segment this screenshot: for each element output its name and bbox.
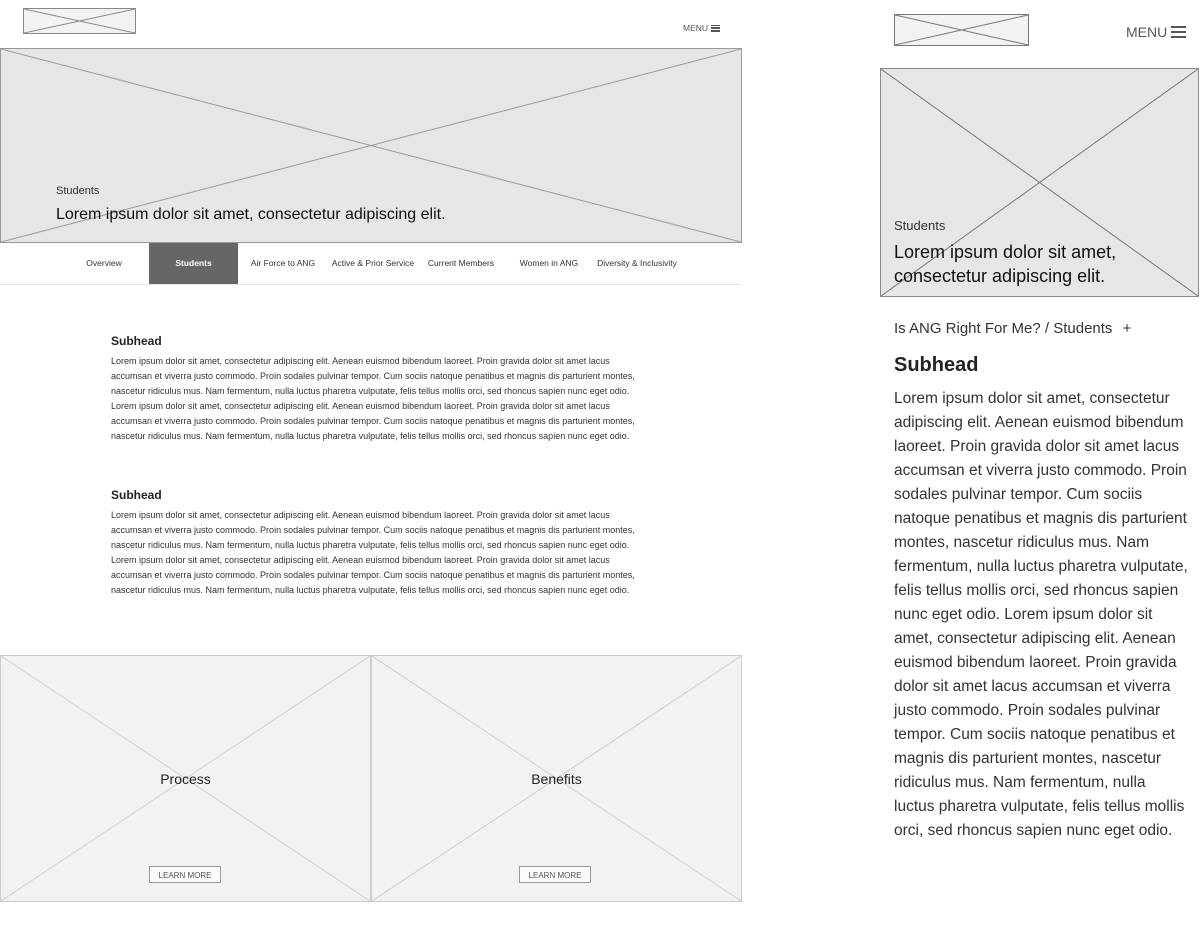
hero-title: Lorem ipsum dolor sit amet, consectetur adipiscing elit. [894,242,1117,286]
learn-more-button[interactable]: LEARN MORE [519,866,591,883]
card-title: Benefits [531,771,582,787]
nav-item-current-members[interactable]: Current Members [427,258,495,268]
menu-button[interactable] [683,23,720,33]
nav-item-students[interactable]: Students [149,243,238,284]
hamburger-icon [1171,26,1186,38]
mobile-logo-placeholder[interactable] [894,14,1029,46]
nav-item-active-prior-service[interactable]: Active & Prior Service [331,258,415,268]
mobile-hero-image-placeholder [880,68,1199,297]
hamburger-icon [711,25,720,32]
mobile-breadcrumb[interactable] [894,320,1131,337]
learn-more-button[interactable]: LEARN MORE [149,866,221,883]
mobile-body: Lorem ipsum dolor sit amet, consectetur adipiscing elit. Aenean euismod bibendum laoreet. Proin gravida dolor sit amet lacus accumsan et viverra justo commodo. Proin sodales pulvinar tempor. Cum sociis natoque penatibus et magnis dis parturient montes, nascetur ridiculus mus. Nam fermentum, nulla luctus pharetra vulputate, felis tellus mollis orci, sed rhoncus sapien nunc eget odio. Lorem ipsum dolor sit amet, consectetur adipiscing elit. Aenean euismod bibendum laoreet. Proin gravida dolor sit amet lacus accumsan et viverra justo commodo. Proin sodales pulvinar tempor. Cum sociis natoque penatibus et magnis dis parturient montes, nascetur ridiculus mus. Nam fermentum, nulla luctus pharetra vulputate, felis tellus mollis orci, sed rhoncus sapien nunc eget odio. [894,390,1188,839]
section-body: Lorem ipsum dolor sit amet, consectetur adipiscing elit. Aenean euismod bibendum laoreet. Proin gravida dolor sit amet lacus accumsan et viverra justo commodo. Proin sodales pulvinar tempor. Cum sociis natoque penatibus et magnis dis parturient montes, nascetur ridiculus mus. Nam fermentum, nulla luctus pharetra vulputate, felis tellus mollis orci, sed rhoncus sapien nunc eget odio. Lorem ipsum dolor sit amet, consectetur adipiscing elit. Aenean euismod bibendum laoreet. Proin gravida dolor sit amet lacus accumsan et viverra justo commodo. Proin sodales pulvinar tempor. Cum sociis natoque penatibus et magnis dis parturient montes, nascetur ridiculus mus. Nam fermentum, nulla luctus pharetra vulputate, felis tellus mollis orci, sed rhoncus sapien nunc eget odio. [111,356,635,441]
menu-label: MENU [1126,24,1168,40]
menu-label: MENU [683,23,709,33]
breadcrumb-text: Is ANG Right For Me? / Students [894,320,1113,337]
mobile-menu-button[interactable] [1126,24,1186,40]
nav-item-women-in-ang[interactable]: Women in ANG [519,258,579,268]
section-nav [0,243,741,285]
section-subhead: Subhead [111,334,162,348]
card-process[interactable] [0,655,371,902]
nav-item-diversity-inclusivity[interactable]: Diversity & Inclusivity [597,258,677,268]
hero-image-placeholder [0,48,742,243]
card-title: Process [160,771,211,787]
section-subhead: Subhead [111,488,162,502]
mobile-subhead: Subhead [894,354,979,376]
logo-placeholder[interactable] [23,8,136,34]
nav-item-air-force-to-ang[interactable]: Air Force to ANG [250,258,316,268]
nav-item-overview[interactable]: Overview [86,258,122,268]
hero-eyebrow: Students [56,185,100,197]
hero-title: Lorem ipsum dolor sit amet, consectetur adipiscing elit. [56,206,446,223]
hero-eyebrow: Students [894,218,946,233]
card-benefits[interactable] [371,655,742,902]
expand-plus-icon[interactable]: + [1122,320,1132,337]
section-body: Lorem ipsum dolor sit amet, consectetur adipiscing elit. Aenean euismod bibendum laoreet. Proin gravida dolor sit amet lacus accumsan et viverra justo commodo. Proin sodales pulvinar tempor. Cum sociis natoque penatibus et magnis dis parturient montes, nascetur ridiculus mus. Nam fermentum, nulla luctus pharetra vulputate, felis tellus mollis orci, sed rhoncus sapien nunc eget odio. Lorem ipsum dolor sit amet, consectetur adipiscing elit. Aenean euismod bibendum laoreet. Proin gravida dolor sit amet lacus accumsan et viverra justo commodo. Proin sodales pulvinar tempor. Cum sociis natoque penatibus et magnis dis parturient montes, nascetur ridiculus mus. Nam fermentum, nulla luctus pharetra vulputate, felis tellus mollis orci, sed rhoncus sapien nunc eget odio. [111,510,635,595]
